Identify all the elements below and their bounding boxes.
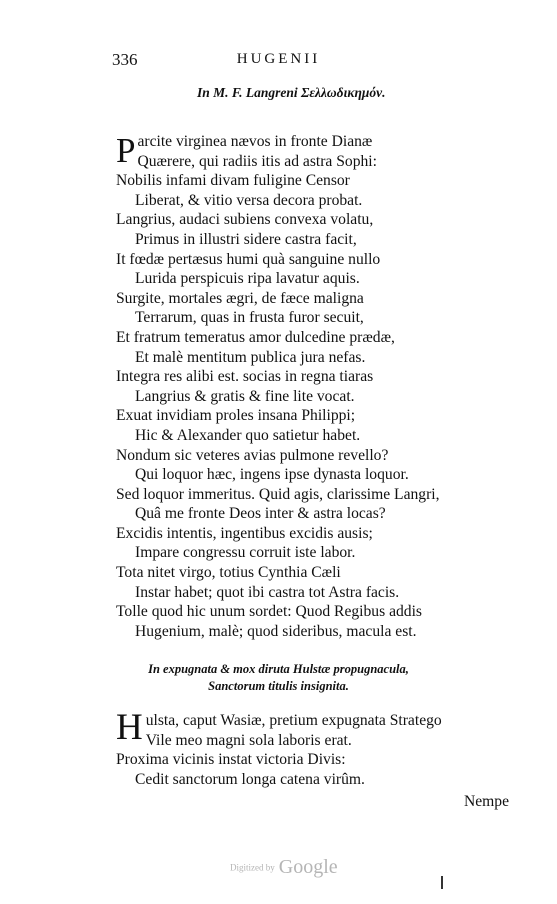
poem1-line: Instar habet; quot ibi castra tot Astra facis. [135, 583, 400, 601]
poem1-line: Qui loquor hæc, ingens ipse dynasta loquor. [135, 466, 409, 484]
poem1-line: Et fratrum temeratus amor dulcedine prædæ, [116, 328, 395, 346]
poem2-line-text: ulsta, caput Wasiæ, pretium expugnata Stratego [145, 712, 442, 729]
drop-cap: H [116, 707, 143, 748]
section-title-line-1: In expugnata & mox diruta Hulstæ propugnacula, [148, 662, 409, 676]
poem1-line: Nobilis infami divam fuligine Censor [116, 172, 350, 190]
page-number: 336 [112, 50, 138, 69]
poem1-line: Et malè mentitum publica jura nefas. [135, 348, 366, 366]
poem1-line: Impare congressu corruit iste labor. [135, 544, 356, 562]
poem-title: In M. F. Langreni Σελλωδικημόν. [197, 85, 386, 100]
poem-body [116, 132, 541, 641]
watermark-brand: Google [278, 856, 338, 878]
catchword: Nempe [463, 793, 509, 810]
poem1-line: Hugenium, malè; quod sideribus, macula est. [135, 622, 417, 640]
poem1-line: Tota nitet virgo, totius Cynthia Cæli [116, 564, 341, 582]
poem2-line: Vile meo magni sola laboris erat. [145, 731, 352, 749]
poem1-line: Langrius & gratis & fine lite vocat. [135, 387, 355, 405]
poem1-line: Primus in illustri sidere castra facit, [135, 230, 357, 248]
poem1-line: Exuat invidiam proles insana Philippi; [116, 407, 356, 425]
poem1-line: Liberat, & vitio versa decora probat. [135, 191, 363, 209]
running-head: HUGENII [236, 51, 321, 67]
poem1-line: Lurida perspicuis ripa lavatur aquis. [135, 270, 360, 288]
poem-body-2 [116, 707, 541, 789]
poem1-line: Sed loquor immeritus. Quid agis, clarissime Langri, [116, 485, 440, 503]
poem2-line: Cedit sanctorum longa catena virûm. [135, 770, 365, 788]
poem1-line: It fœdæ pertæsus humi quà sanguine nullo [116, 250, 381, 268]
section-title-line-2: Sanctorum titulis insignita. [208, 679, 349, 693]
poem1-line: Nondum sic veteres avias pulmone revello? [116, 446, 389, 464]
drop-cap: P [116, 131, 136, 170]
poem1-line: Langrius, audaci subiens convexa volatu, [116, 211, 374, 229]
scan-mark [441, 876, 443, 889]
poem1-line: Integra res alibi est. socias in regna tiaras [116, 368, 374, 386]
poem1-line: Excidis intentis, ingentibus excidis ausis; [116, 524, 373, 542]
poem1-line: Surgite, mortales ægri, de fæce maligna [116, 289, 364, 307]
poem1-line: Terrarum, quas in frusta furor secuit, [135, 309, 364, 327]
watermark-prefix: Digitized by [230, 862, 275, 873]
poem1-line-text: arcite virginea nævos in fronte Dianæ [137, 133, 373, 150]
poem2-line: Proxima vicinis instat victoria Divis: [116, 751, 346, 769]
poem1-line: Quâ me fronte Deos inter & astra locas? [135, 505, 386, 523]
poem1-line: Tolle quod hic unum sordet: Quod Regibus addis [116, 603, 422, 621]
watermark [230, 856, 338, 879]
poem1-line: Hic & Alexander quo satietur habet. [135, 426, 361, 444]
poem1-line: Quærere, qui radiis itis ad astra Sophi: [137, 152, 377, 170]
